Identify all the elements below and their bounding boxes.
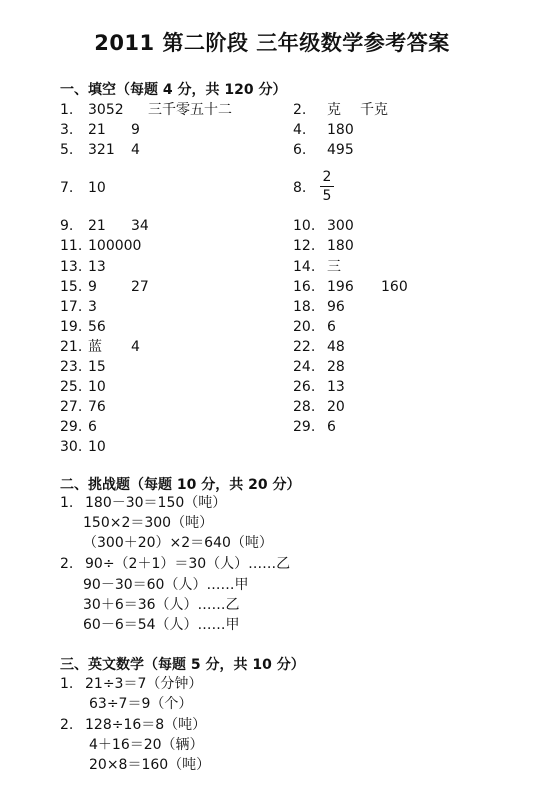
fill-in-item-number: 3. xyxy=(60,122,74,138)
fill-in-answer-value: 28 xyxy=(327,359,345,375)
fill-in-item-number: 2. xyxy=(293,102,307,118)
fill-in-item-number: 9. xyxy=(60,218,74,234)
fill-in-answer-value-2: 千克 xyxy=(360,102,388,118)
fill-in-answer-value: 6 xyxy=(327,319,336,335)
fill-in-item-number: 23. xyxy=(60,359,83,375)
fill-in-answer-value: 三 xyxy=(327,259,341,275)
challenge-1-line: 180－30＝150（吨） xyxy=(85,495,227,511)
fill-in-answer-value: 13 xyxy=(327,379,345,395)
fill-in-answer-value: 6 xyxy=(327,419,336,435)
fill-in-answer-value-2: 160 xyxy=(381,279,408,295)
fill-in-item-number: 25. xyxy=(60,379,83,395)
fill-in-answer-value: 10 xyxy=(88,439,106,455)
fill-in-answer-value: 21 xyxy=(88,122,106,138)
fill-in-item-number: 4. xyxy=(293,122,307,138)
fill-in-answer-value-2: 9 xyxy=(131,122,140,138)
fill-in-answer-value-2: 27 xyxy=(131,279,149,295)
fill-in-answer-value: 196 xyxy=(327,279,354,295)
section-2-heading: 二、挑战题（每题 10 分，共 20 分） xyxy=(60,477,301,493)
fill-in-item-number: 13. xyxy=(60,259,83,275)
fill-in-item-number: 22. xyxy=(293,339,316,355)
fill-in-item-number: 24. xyxy=(293,359,316,375)
fill-in-item-number: 6. xyxy=(293,142,307,158)
fill-in-answer-value: 321 xyxy=(88,142,115,158)
fill-in-item-number: 27. xyxy=(60,399,83,415)
english-math-2-number: 2. xyxy=(60,717,74,733)
fill-in-answer-value: 96 xyxy=(327,299,345,315)
challenge-1-line: （300＋20）×2＝640（吨） xyxy=(83,535,273,551)
fill-in-answer-value: 76 xyxy=(88,399,106,415)
english-math-2-line: 20×8＝160（吨） xyxy=(89,757,211,773)
fill-in-answer-value: 20 xyxy=(327,399,345,415)
fraction-denominator: 5 xyxy=(322,188,332,204)
fraction-numerator: 2 xyxy=(322,169,332,185)
fill-in-item-number: 12. xyxy=(293,238,316,254)
fill-in-item-number: 21. xyxy=(60,339,83,355)
fill-in-answer-value: 100000 xyxy=(88,238,142,254)
fill-in-answer-value: 21 xyxy=(88,218,106,234)
fill-in-item-number: 28. xyxy=(293,399,316,415)
fill-in-answer-value: 180 xyxy=(327,122,354,138)
english-math-1-line: 21÷3＝7（分钟） xyxy=(85,676,203,692)
english-math-1-number: 1. xyxy=(60,676,74,692)
fill-in-answer-value: 6 xyxy=(88,419,97,435)
fill-in-answer-value: 蓝 xyxy=(88,339,102,355)
fill-in-answer-value: 3052 xyxy=(88,102,124,118)
fill-in-answer-value: 15 xyxy=(88,359,106,375)
fill-in-answer-value: 3 xyxy=(88,299,97,315)
fill-in-item-number: 30. xyxy=(60,439,83,455)
fill-in-item-number: 17. xyxy=(60,299,83,315)
challenge-2-line: 90－30＝60（人）……甲 xyxy=(83,577,249,593)
fill-in-answer-value: 180 xyxy=(327,238,354,254)
challenge-1-number: 1. xyxy=(60,495,74,511)
fill-in-item-number: 14. xyxy=(293,259,316,275)
fill-in-item-number: 20. xyxy=(293,319,316,335)
fill-in-answer-value-2: 4 xyxy=(131,339,140,355)
english-math-2-line: 128÷16＝8（吨） xyxy=(85,717,207,733)
fill-in-item-number: 19. xyxy=(60,319,83,335)
english-math-1-line: 63÷7＝9（个） xyxy=(89,696,193,712)
challenge-2-number: 2. xyxy=(60,556,74,572)
fill-in-answer-value: 10 xyxy=(88,180,106,196)
fill-in-item-number: 18. xyxy=(293,299,316,315)
fill-in-answer-value: 495 xyxy=(327,142,354,158)
fill-in-item-number: 5. xyxy=(60,142,74,158)
fill-in-answer-value: 56 xyxy=(88,319,106,335)
fill-in-answer-value-2: 4 xyxy=(131,142,140,158)
fill-in-answer-value: 48 xyxy=(327,339,345,355)
fill-in-answer-value: 13 xyxy=(88,259,106,275)
english-math-2-line: 4＋16＝20（辆） xyxy=(89,737,204,753)
challenge-2-line: 90÷（2＋1）＝30（人）……乙 xyxy=(85,556,291,572)
fill-in-item-number: 8. xyxy=(293,180,307,196)
fill-in-item-number: 10. xyxy=(293,218,316,234)
challenge-1-line: 150×2＝300（吨） xyxy=(83,515,214,531)
fill-in-answer-value-2: 34 xyxy=(131,218,149,234)
section-1-heading: 一、填空（每题 4 分，共 120 分） xyxy=(60,82,287,98)
fill-in-answer-value: 9 xyxy=(88,279,97,295)
fill-in-answer-value: 克 xyxy=(327,102,341,118)
fill-in-item-number: 11. xyxy=(60,238,83,254)
page-title: 2011 第二阶段 三年级数学参考答案 xyxy=(94,31,450,55)
challenge-2-line: 60－6＝54（人）……甲 xyxy=(83,617,240,633)
fill-in-answer-value-2: 三千零五十二 xyxy=(148,102,232,118)
fill-in-answer-value: 300 xyxy=(327,218,354,234)
section-3-heading: 三、英文数学（每题 5 分，共 10 分） xyxy=(60,657,305,673)
fraction-bar xyxy=(320,186,334,187)
fill-in-item-number: 15. xyxy=(60,279,83,295)
fill-in-item-number: 29. xyxy=(293,419,316,435)
fill-in-answer-value: 10 xyxy=(88,379,106,395)
answer-8-fraction xyxy=(320,169,334,204)
fill-in-item-number: 29. xyxy=(60,419,83,435)
fill-in-item-number: 16. xyxy=(293,279,316,295)
fill-in-item-number: 26. xyxy=(293,379,316,395)
challenge-2-line: 30＋6＝36（人）……乙 xyxy=(83,597,240,613)
fill-in-item-number: 7. xyxy=(60,180,74,196)
fill-in-item-number: 1. xyxy=(60,102,74,118)
